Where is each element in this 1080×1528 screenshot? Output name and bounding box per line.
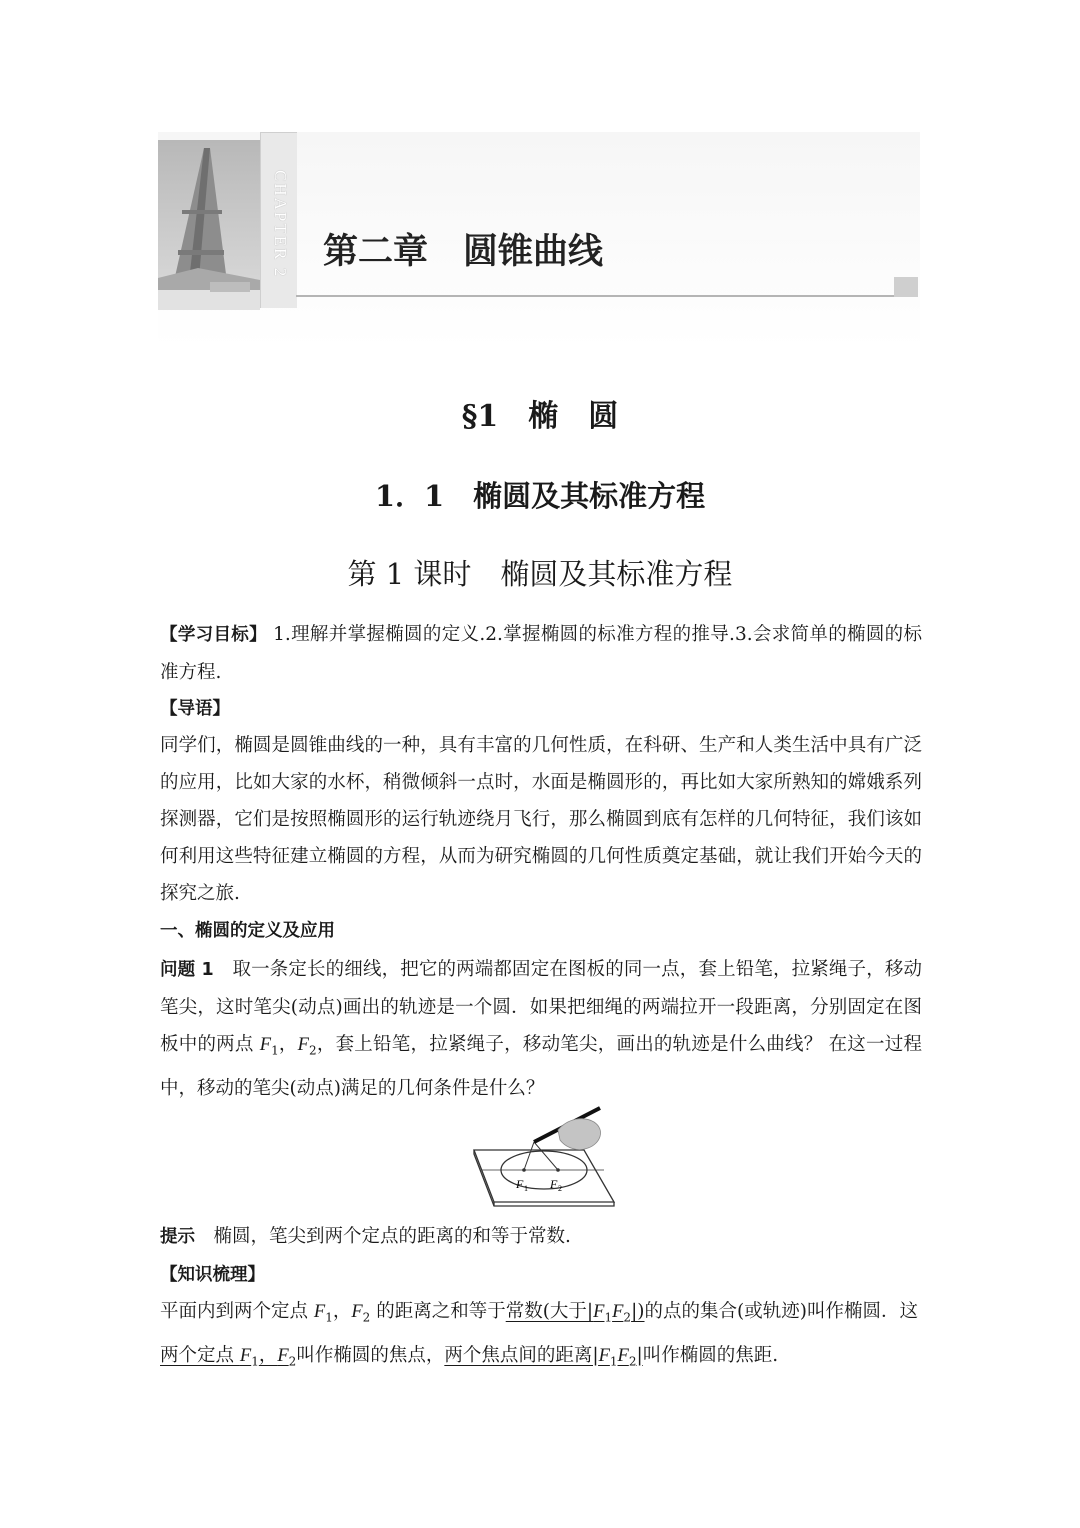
knowledge-text-4: 叫作椭圆的焦点，: [296, 1344, 445, 1366]
chapter-title: 第二章 圆锥曲线: [323, 232, 604, 272]
chapter-banner: [158, 132, 920, 348]
k-f1-subscript: 1: [325, 1310, 333, 1325]
f1-symbol: F: [259, 1035, 272, 1055]
knowledge-paragraph: [160, 1293, 922, 1380]
f1-subscript: 1: [271, 1043, 279, 1058]
u-f1-subscript: 1: [604, 1310, 613, 1325]
objectives-label: 【学习目标】: [160, 625, 267, 645]
symbol-separator: ，: [278, 1034, 298, 1055]
ellipse-drawing-figure: [472, 1104, 616, 1212]
chapter-english-label: CHAPTER 2: [271, 170, 290, 279]
foci-comma: ，: [258, 1344, 278, 1366]
hint-label: 提示: [160, 1227, 195, 1247]
question1-text-part1: 取一条定长的细线，把它的两端都固定在图板的同一点，套上铅笔，拉紧绳子，移动笔尖，这时笔尖(动点)画出的轨迹是一个圆．如果把细绳的两端拉开一段距离，分别固定在图板中的两点: [160, 959, 922, 1055]
constant-text: 常数(大于|: [505, 1301, 594, 1322]
k-f2-symbol: F: [351, 1302, 363, 1322]
foci-text: 两个定点: [160, 1344, 240, 1366]
figure-f2-subscript: 2: [558, 1184, 562, 1193]
knowledge-text-1: 平面内到两个定点: [160, 1301, 314, 1322]
objectives-paragraph: [160, 616, 922, 691]
knowledge-label: 【知识梳理】: [160, 1265, 265, 1285]
question1-text-part2: ，套上铅笔，拉紧绳子，移动笔尖，画出的轨迹是什么曲线？ 在这一过程中，移动的笔尖(动点)满足的几何条件是什么？: [160, 1034, 922, 1099]
knowledge-text-5: 叫作椭圆的焦距.: [642, 1344, 779, 1366]
f2-subscript: 2: [308, 1043, 317, 1058]
d-f1-subscript: 1: [609, 1354, 618, 1369]
underlined-foci: [160, 1344, 297, 1369]
u-f2-subscript: 2: [623, 1310, 632, 1325]
monument-photo: [158, 140, 260, 310]
banner-divider: [296, 295, 906, 297]
d-f1-symbol: F: [598, 1345, 610, 1366]
intro-label: 【导语】: [160, 699, 230, 719]
knowledge-text-3: 的点的集合(或轨迹)叫作椭圆．这: [644, 1301, 918, 1322]
figure-f2-label: F: [550, 1177, 558, 1191]
figure-f1-subscript: 1: [524, 1184, 528, 1193]
focal-distance-close: |: [636, 1344, 643, 1366]
figure-f1-label: F: [516, 1177, 524, 1191]
constant-close: |): [631, 1301, 645, 1322]
foci-f2-subscript: 2: [288, 1354, 297, 1369]
focal-distance-text: 两个焦点间的距离|: [444, 1344, 599, 1366]
question1-paragraph: [160, 951, 922, 1107]
k-f2-subscript: 2: [362, 1310, 371, 1325]
knowledge-label-line: [160, 1256, 922, 1294]
section-one-heading: 一、椭圆的定义及应用: [160, 921, 335, 941]
f2-symbol: F: [297, 1035, 309, 1055]
intro-label-line: [160, 690, 922, 728]
foci-f2-symbol: F: [277, 1345, 289, 1366]
k-comma: ，: [332, 1301, 352, 1322]
underlined-focal-distance: [444, 1344, 643, 1369]
knowledge-text-2: 的距离之和等于: [370, 1301, 506, 1322]
k-f1-symbol: F: [313, 1302, 326, 1322]
u-f1-symbol: F: [593, 1302, 605, 1322]
section-heading: §1 椭 圆: [461, 399, 619, 434]
lesson-heading: 第 1 课时 椭圆及其标准方程: [347, 557, 733, 591]
banner-corner-block: [894, 277, 918, 297]
d-f2-symbol: F: [617, 1345, 629, 1366]
underlined-constant: [505, 1301, 645, 1325]
foci-f1-subscript: 1: [251, 1354, 259, 1369]
u-f2-symbol: F: [612, 1302, 624, 1322]
intro-paragraph: 同学们，椭圆是圆锥曲线的一种，具有丰富的几何性质，在科研、生产和人类生活中具有广泛的应用，比如大家的水杯，稍微倾斜一点时，水面是椭圆形的，再比如大家所熟知的嫦娥系列探测器，它们是按照椭圆形的运行轨迹绕月飞行，那么椭圆到底有怎样的几何特征，我们该如何利用这些特征建立椭圆的方程，从而为研究椭圆的几何性质奠定基础，就让我们开始今天的探究之旅.: [160, 735, 922, 904]
foci-f1-symbol: F: [239, 1345, 252, 1366]
subsection-heading: 1．1 椭圆及其标准方程: [374, 479, 706, 513]
objectives-text: 1.理解并掌握椭圆的定义.2.掌握椭圆的标准方程的推导.3.会求简单的椭圆的标准方程.: [160, 624, 922, 683]
hint-paragraph: [160, 1218, 922, 1256]
d-f2-subscript: 2: [628, 1354, 637, 1369]
question1-label: 问题 1: [160, 960, 214, 980]
hint-text: 椭圆，笔尖到两个定点的距离的和等于常数.: [213, 1226, 571, 1247]
